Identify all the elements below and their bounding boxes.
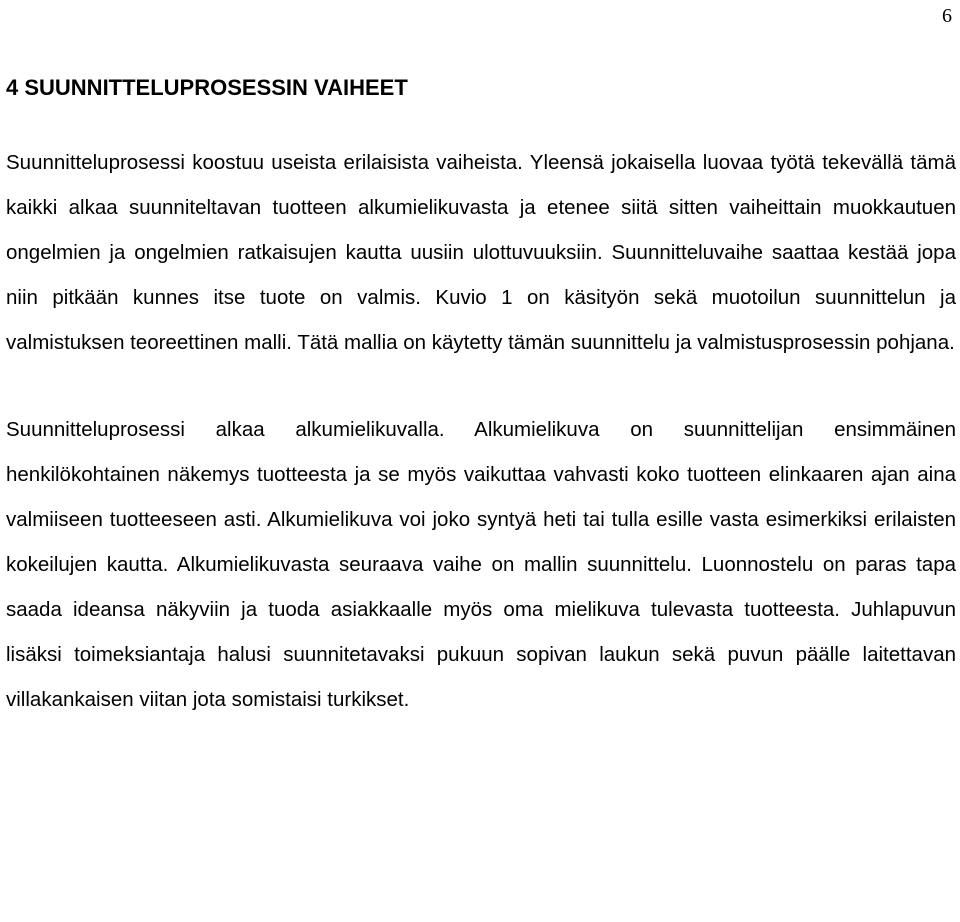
paragraph-intro: Suunnitteluprosessi koostuu useista erilaisista vaiheista. Yleensä jokaisella luovaa työtä tekevällä tämä kaikki alkaa suunniteltavan tuotteen alkumielikuvasta ja etenee siitä sitten vaiheittain muokkautuen ongelmien ja ongelmien ratkaisujen kautta uusiin ulottuvuuksiin. Suunnitteluvaihe saattaa kestää jopa niin pitkään kunnes itse tuote on valmis. Kuvio 1 on käsityön sekä muotoilun suunnittelun ja valmistuksen teoreettinen malli. Tätä mallia on käytetty tämän suunnittelu ja valmistusprosessin pohjana. bbox=[6, 151, 956, 354]
document-body bbox=[6, 64, 956, 722]
page-number: 6 bbox=[942, 5, 952, 27]
paragraph-alkumielikuva: Suunnitteluprosessi alkaa alkumielikuvalla. Alkumielikuva on suunnittelijan ensimmäinen henkilökohtainen näkemys tuotteesta ja se myös vaikuttaa vahvasti koko tuotteen elinkaaren ajan aina valmiiseen tuotteeseen asti. Alkumielikuva voi joko syntyä heti tai tulla esille vasta esimerkiksi erilaisten kokeilujen kautta. Alkumielikuvasta seuraava vaihe on mallin suunnittelu. Luonnostelu on paras tapa saada ideansa näkyviin ja tuoda asiakkaalle myös oma mielikuva tulevasta tuotteesta. Juhlapuvun lisäksi toimeksiantaja halusi suunnitetavaksi pukuun sopivan laukun sekä puvun päälle laitettavan villakankaisen viitan jota somistaisi turkikset. bbox=[6, 418, 956, 711]
section-heading: 4 SUUNNITTELUPROSESSIN VAIHEET bbox=[6, 75, 408, 100]
